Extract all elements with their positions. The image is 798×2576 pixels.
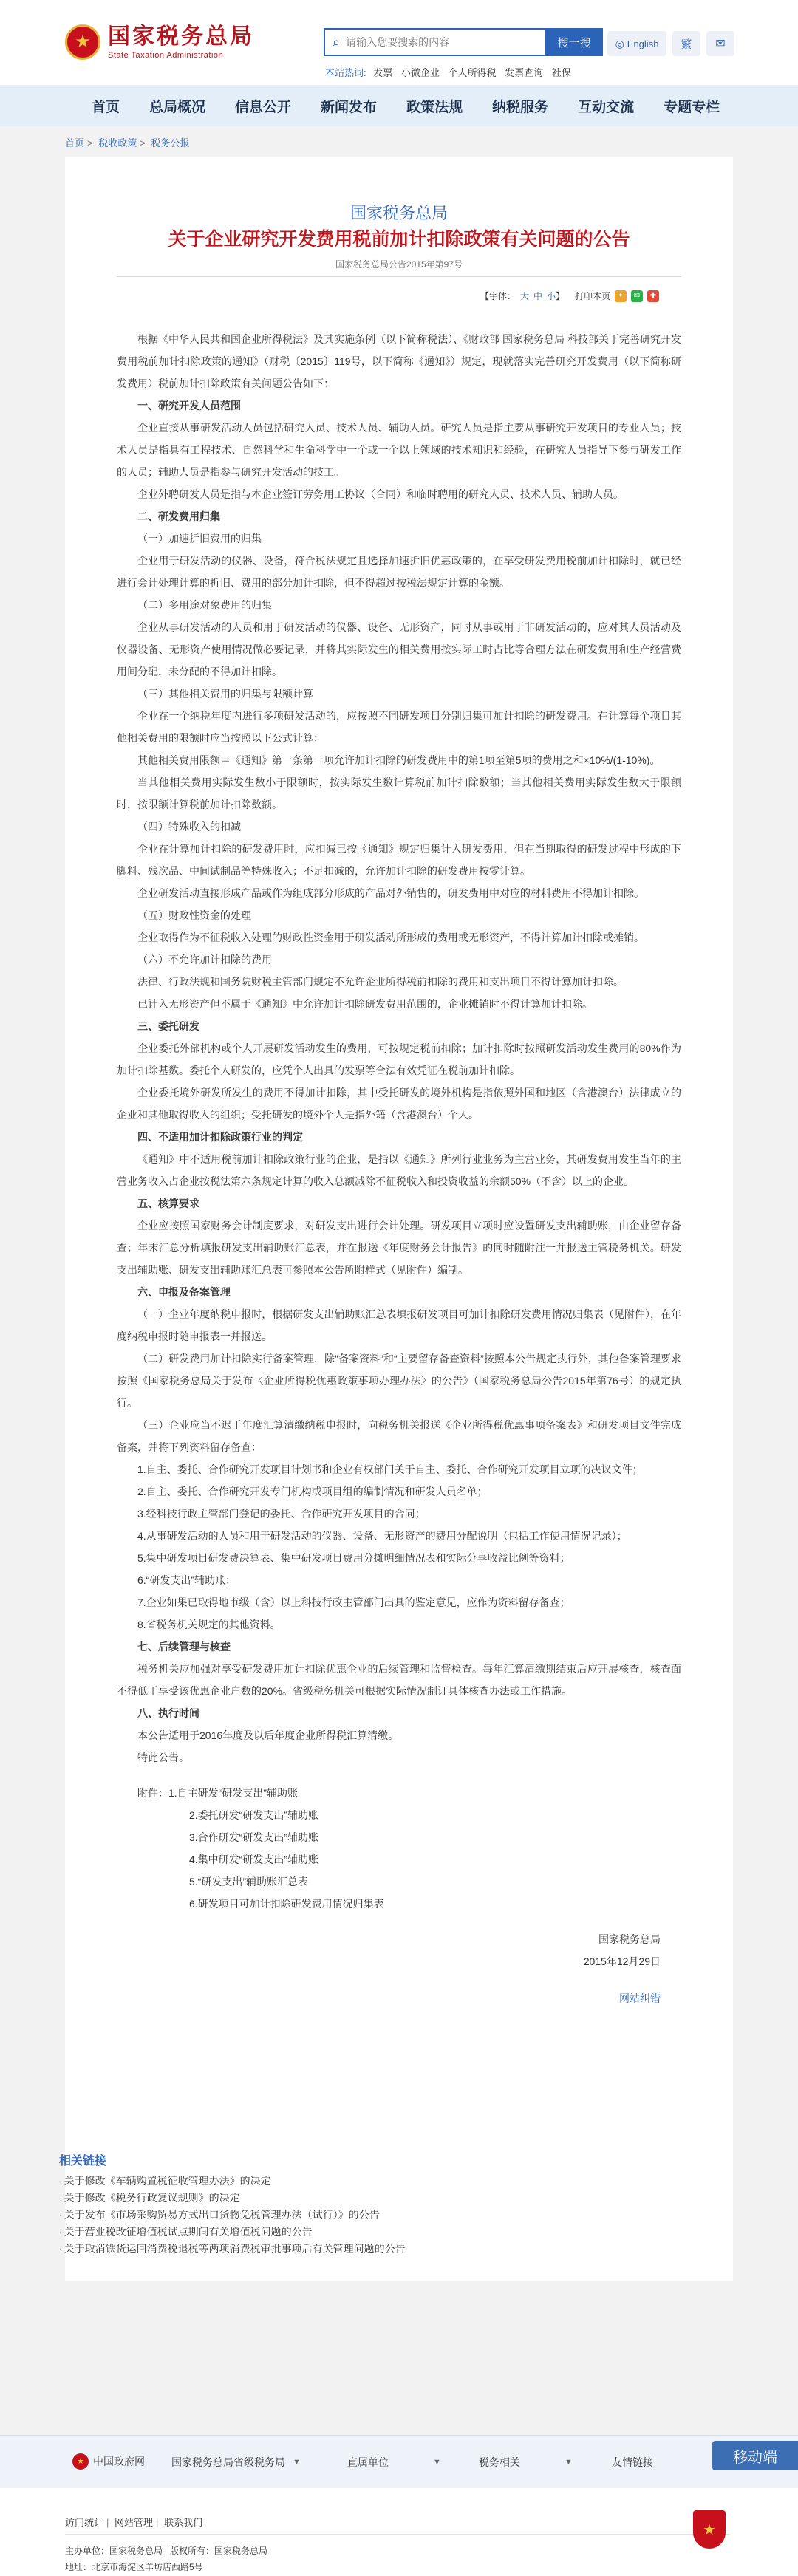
nav-interaction[interactable]: 互动交流	[578, 99, 635, 115]
traditional-chinese-button[interactable]: 繁	[672, 31, 700, 56]
attachments-label: 附件：	[137, 1787, 168, 1799]
paragraph: 法律、行政法规和国务院财税主管部门规定不允许企业所得税前扣除的费用和支出项目不得计算加计扣除。	[137, 976, 624, 988]
font-size-large[interactable]: 大	[520, 291, 530, 301]
select-tax-related[interactable]: 税务相关 ▼	[479, 2456, 573, 2468]
section-heading: 八、执行时间	[137, 1707, 200, 1719]
hot-words	[325, 65, 577, 79]
chevron-down-icon: ▼	[433, 2458, 441, 2467]
gov-site-label: 中国政府网	[93, 2456, 145, 2467]
article-tools	[480, 290, 659, 302]
select-direct-units[interactable]: 直属单位 ▼	[347, 2456, 441, 2468]
attachments-heading	[117, 1782, 681, 1804]
share-wechat-icon[interactable]: ✉	[631, 290, 643, 302]
paragraph: （二）研发费用加计扣除实行备案管理，除“备案资料”和“主要留存备查资料”按照本公告规定执行外，其他备案管理要求按照《国家税务总局关于发布〈企业所得税优惠政策事项办理办法〉的公告》（国家税务总局公告2015年第76号）的规定执行。	[117, 1353, 681, 1409]
logo-title-cn: 国家税务总局	[108, 24, 254, 49]
paragraph: 企业外聘研发人员是指与本企业签订劳务用工协议（合同）和临时聘用的研究人员、技术人员、辅助人员。	[137, 488, 624, 500]
site-footer	[0, 2488, 798, 2576]
search-icon: ⌕	[332, 34, 341, 49]
font-size-medium[interactable]: 中	[533, 291, 543, 301]
paragraph: 2.自主、委托、合作研究开发专门机构或项目组的编制情况和研发人员名单；	[137, 1486, 488, 1497]
mail-icon[interactable]: ✉	[706, 31, 734, 56]
footer-address: 地址：北京市海淀区羊坊店西路5号	[65, 2562, 203, 2572]
nav-home[interactable]: 首页	[92, 99, 120, 115]
section-heading: 四、不适用加计扣除政策行业的判定	[137, 1131, 303, 1143]
section-heading: 二、研发费用归集	[137, 510, 220, 522]
share-weibo-icon[interactable]: ✦	[615, 290, 627, 302]
related-links	[59, 2151, 724, 2258]
paragraph: 企业委托外部机构或个人开展研发活动发生的费用，可按规定税前扣除；加计扣除时按照研发活动发生费用的80%作为加计扣除基数。委托个人研发的，应凭个人出具的发票等合法有效凭证在税前加计扣除。	[117, 1042, 681, 1076]
footer-link-admin[interactable]: 网站管理	[115, 2517, 154, 2528]
paragraph: 企业从事研发活动的人员和用于研发活动的仪器、设备、无形资产，同时从事或用于非研发活动的，应对其人员活动及仪器设备、无形资产使用情况做必要记录，并将其实际发生的相关费用按实际工时占比等合理方法在研发费用和生产经营费用间分配，未分配的不得加计扣除。	[117, 621, 681, 677]
paragraph: （一）企业年度纳税申报时，根据研发支出辅助账汇总表填报研发项目可加计扣除研发费用情况归集表（见附件），在年度纳税申报时随申报表一并报送。	[117, 1308, 681, 1342]
chevron-down-icon: ▼	[565, 2458, 573, 2467]
document-number: 国家税务总局公告2015年第97号	[335, 259, 463, 270]
national-emblem-icon: ★	[65, 24, 100, 60]
section-heading: 一、研究开发人员范围	[137, 400, 241, 411]
paragraph: 税务机关应加强对享受研发费用加计扣除优惠企业的后续管理和监督检查。每年汇算清缴期结束后应开展核查，核查面不得低于享受该优惠企业户数的20%。省级税务机关可根据实际情况制订具体核查办法或工作措施。	[117, 1663, 681, 1697]
paragraph: 4.从事研发活动的人员和用于研发活动的仪器、设备、无形资产的费用分配说明（包括工作使用情况记录）；	[137, 1530, 627, 1542]
section-heading: 三、委托研发	[137, 1020, 200, 1032]
related-link-item[interactable]: · 关于修改《车辆购置税征收管理办法》的决定	[59, 2175, 271, 2187]
footer-link-bar	[0, 2435, 798, 2488]
search-button[interactable]: 搜一搜	[545, 28, 603, 56]
paragraph: （三）其他相关费用的归集与限额计算	[137, 688, 313, 700]
paragraph: 其他相关费用限额＝《通知》第一条第一项允许加计扣除的研发费用中的第1项至第5项的费用之和×10%/(1-10%)。	[137, 754, 661, 766]
paragraph: 8.省税务机关规定的其他资料。	[137, 1619, 281, 1630]
share-other-icon[interactable]: ✚	[647, 290, 659, 302]
article-title: 关于企业研究开发费用税前加计扣除政策有关问题的公告	[168, 228, 630, 250]
site-logo[interactable]	[65, 24, 254, 61]
breadcrumb-home[interactable]: 首页	[65, 137, 85, 148]
footer-sponsor: 主办单位：国家税务总局	[65, 2546, 163, 2556]
article-body	[117, 328, 681, 2009]
print-button[interactable]: 打印本页	[575, 291, 611, 301]
nav-policy[interactable]: 政策法规	[406, 99, 463, 115]
section-heading: 五、核算要求	[137, 1198, 200, 1209]
party-government-badge-icon[interactable]: ★	[693, 2510, 726, 2549]
paragraph: （一）加速折旧费用的归集	[137, 533, 262, 544]
section-heading: 六、申报及备案管理	[137, 1286, 231, 1298]
breadcrumb-tax-policy[interactable]: 税收政策	[98, 137, 137, 148]
globe-icon: ◎	[615, 37, 624, 49]
english-label: English	[627, 38, 659, 49]
related-links-title: 相关链接	[59, 2155, 107, 2167]
nav-topics[interactable]: 专题专栏	[664, 99, 720, 115]
gov-site-link[interactable]	[72, 2453, 145, 2470]
paragraph: （三）企业应当不迟于年度汇算清缴纳税申报时，向税务机关报送《企业所得税优惠事项备案表》和研发项目文件完成备案，并将下列资料留存备查：	[117, 1419, 681, 1453]
site-header	[0, 0, 798, 85]
paragraph: 5.集中研发项目研发费决算表、集中研发项目费用分摊明细情况表和实际分享收益比例等资料；	[137, 1552, 570, 1564]
paragraph: 企业在一个纳税年度内进行多项研发活动的，应按照不同研发项目分别归集可加计扣除的研发费用。在计算每个项目其他相关费用的限额时应当按照以下公式计算：	[117, 710, 681, 744]
attachment-link[interactable]: 4.集中研发“研发支出”辅助账	[189, 1854, 318, 1865]
nav-overview[interactable]: 总局概况	[149, 99, 206, 115]
footer-copyright: 版权所有：国家税务总局	[170, 2546, 268, 2556]
mobile-version-button[interactable]: 移动端	[712, 2441, 798, 2470]
article-paragraphs	[117, 328, 681, 1769]
font-size-small[interactable]: 小	[547, 291, 556, 301]
article-panel	[59, 157, 733, 2281]
hot-words-label: 本站热词:	[325, 67, 366, 78]
paragraph: 特此公告。	[137, 1752, 189, 1763]
related-link-item[interactable]: · 关于营业税改征增值税试点期间有关增值税问题的公告	[59, 2226, 313, 2238]
nav-info-disclosure[interactable]: 信息公开	[235, 99, 292, 115]
search-box	[324, 28, 545, 56]
paragraph: 1.自主、委托、合作研究开发项目计划书和企业有权部门关于自主、委托、合作研究开发项目立项的决议文件；	[137, 1463, 643, 1475]
paragraph: 企业直接从事研发活动人员包括研究人员、技术人员、辅助人员。研究人员是指主要从事研究开发项目的专业人员；技术人员是指具有工程技术、自然科学和生命科学中一个或一个以上领域的技术知识和经验，在研究人员指导下参与研发工作的人员；辅助人员是指参与研究开发活动的技工。	[117, 422, 681, 478]
error-report-link[interactable]: 网站纠错	[619, 1992, 661, 2004]
paragraph: （六）不允许加计扣除的费用	[137, 954, 272, 966]
footer-link-contact[interactable]: 联系我们	[164, 2517, 203, 2528]
article-org: 国家税务总局	[349, 205, 448, 223]
paragraph: 6.“研发支出”辅助账；	[137, 1574, 236, 1586]
chevron-down-icon: ▼	[293, 2458, 301, 2467]
section-heading: 七、后续管理与核查	[137, 1641, 231, 1653]
paragraph: （二）多用途对象费用的归集	[137, 599, 272, 611]
breadcrumb: 首页 > 税收政策 > 税务公报	[65, 137, 190, 148]
attachment-link[interactable]: 3.合作研发“研发支出”辅助账	[189, 1831, 318, 1843]
attachment-link[interactable]: 5.“研发支出”辅助账汇总表	[189, 1876, 308, 1887]
attachment-link[interactable]: 2.委托研发“研发支出”辅助账	[189, 1809, 318, 1821]
paragraph: 已计入无形资产但不属于《通知》中允许加计扣除研发费用范围的，企业摊销时不得计算加计扣除。	[137, 998, 593, 1010]
search-input[interactable]	[346, 36, 531, 48]
select-friendly-links[interactable]: 友情链接	[612, 2456, 653, 2468]
related-link-item[interactable]: · 关于发布《市场采购贸易方式出口货物免税管理办法（试行）》的公告	[59, 2209, 380, 2221]
title-divider	[117, 276, 681, 277]
paragraph: （四）特殊收入的扣减	[137, 821, 241, 833]
related-link-item[interactable]: · 关于修改《税务行政复议规则》的决定	[59, 2192, 240, 2204]
paragraph: 企业取得作为不征税收入处理的财政性资金用于研发活动所形成的费用或无形资产，不得计算加计扣除或摊销。	[137, 932, 644, 943]
nav-news[interactable]: 新闻发布	[321, 99, 378, 115]
paragraph: 企业用于研发活动的仪器、设备，符合税法规定且选择加速折旧优惠政策的，在享受研发费用税前加计扣除时，就已经进行会计处理计算的折旧、费用的部分加计扣除，但不得超过按税法规定计算的金额。	[117, 555, 681, 589]
paragraph: 3.经科技行政主管部门登记的委托、合作研究开发项目的合同；	[137, 1508, 426, 1520]
hot-word-link[interactable]: 小微企业	[400, 67, 440, 78]
paragraph: 本公告适用于2016年度及以后年度企业所得税汇算清缴。	[137, 1729, 399, 1741]
paragraph: 当其他相关费用实际发生数小于限额时，按实际发生数计算税前加计扣除数额；当其他相关费用实际发生数大于限额时，按限额计算税前加计扣除数额。	[117, 776, 681, 810]
font-size-label: 【字体：	[480, 291, 516, 301]
paragraph: 企业研发活动直接形成产品或作为组成部分形成的产品对外销售的，研发费用中对应的材料费用不得加计扣除。	[137, 887, 644, 899]
paragraph: 企业应按照国家财务会计制度要求，对研发支出进行会计处理。研发项目立项时应设置研发支出辅助账，由企业留存备查；年末汇总分析填报研发支出辅助账汇总表，并在报送《年度财务会计报告》的同时随附注一并报送主管税务机关。研发支出辅助账、研发支出辅助账汇总表可参照本公告所附样式（见附件）编制。	[117, 1220, 681, 1276]
hot-word-link[interactable]: 社保	[551, 67, 571, 78]
logo-title-en: State Taxation Administration	[108, 51, 224, 60]
footer-link-stats[interactable]: 访问统计	[65, 2517, 104, 2528]
breadcrumb-bulletin[interactable]: 税务公报	[151, 137, 190, 148]
paragraph: 企业在计算加计扣除的研发费用时，应扣减已按《通知》规定归集计入研发费用，但在当期取得的研发过程中形成的下脚料、残次品、中间试制品等特殊收入；不足扣减的，允许加计扣除的研发费用按零计算。	[117, 843, 681, 877]
paragraph: 7.企业如果已取得地市级（含）以上科技行政主管部门出具的鉴定意见，应作为资料留存备查；	[137, 1596, 570, 1608]
nav-tax-service[interactable]: 纳税服务	[492, 99, 549, 115]
paragraph: 《通知》中不适用税前加计扣除政策行业的企业，是指以《通知》所列行业业务为主营业务，其研发费用发生当年的主营业务收入占企业按税法第六条规定计算的收入总额减除不征税收入和投资收益的余额50%（不含）以上的企业。	[117, 1153, 681, 1187]
hot-word-link[interactable]: 发票	[373, 67, 393, 78]
hot-word-link[interactable]: 发票查询	[505, 67, 544, 78]
select-provincial-bureaus[interactable]: 国家税务总局省级税务局 ▼	[171, 2456, 301, 2468]
paragraph: 根据《中华人民共和国企业所得税法》及其实施条例（以下简称税法）、《财政部 国家税务总局 科技部关于完善研究开发费用税前加计扣除政策的通知》（财税〔2015〕119号，以下简称《通知》）规定，现就落实完善研究开发费用（以下简称研发费用）税前加计扣除政策有关问题公告如下：	[117, 333, 681, 389]
main-nav	[0, 85, 798, 126]
hot-word-link[interactable]: 个人所得税	[448, 67, 497, 78]
footer-info	[65, 2543, 275, 2575]
english-button[interactable]	[607, 31, 666, 56]
footer-links: 访问统计 | 网站管理 | 联系我们	[65, 2517, 203, 2528]
font-size-close: 】	[556, 291, 565, 301]
gov-emblem-icon: ★	[72, 2453, 89, 2470]
related-link-item[interactable]: · 关于取消铁货运回消费税退税等两项消费税审批事项后有关管理问题的公告	[59, 2243, 406, 2255]
signature: 国家税务总局	[598, 1933, 661, 1945]
attachment-link[interactable]: 1.自主研发“研发支出”辅助账	[168, 1787, 298, 1799]
paragraph: （五）财政性资金的处理	[137, 909, 251, 921]
paragraph: 企业委托境外研发所发生的费用不得加计扣除，其中受托研发的境外机构是指依照外国和地区（含港澳台）法律成立的企业和其他取得收入的组织；受托研发的境外个人是指外籍（含港澳台）个人。	[117, 1087, 681, 1121]
publish-date: 2015年12月29日	[583, 1955, 661, 1967]
attachment-link[interactable]: 6.研发项目可加计扣除研发费用情况归集表	[189, 1898, 384, 1910]
